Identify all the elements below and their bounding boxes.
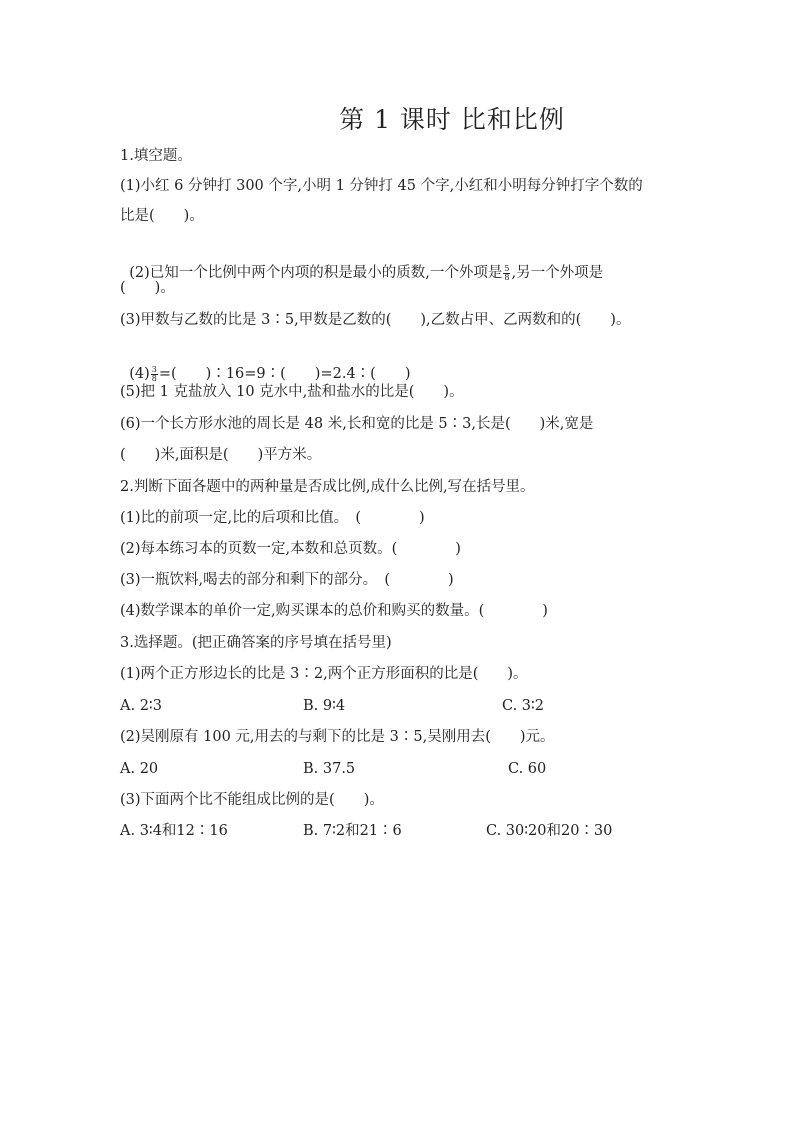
q3-1: (1)两个正方形边长的比是 3∶2,两个正方形面积的比是( )。 xyxy=(120,666,528,682)
q1-5: (5)把 1 克盐放入 10 克水中,盐和盐水的比是( )。 xyxy=(120,384,464,400)
q1-4 xyxy=(120,344,411,384)
fraction-5-8 xyxy=(503,265,510,282)
q1-6-line-2: ( )米,面积是( )平方米。 xyxy=(120,447,322,463)
q3-2-option-c: C. 60 xyxy=(508,761,547,777)
q2-4: (4)数学课本的单价一定,购买课本的总价和购买的数量。( ) xyxy=(120,603,548,619)
q2-2: (2)每本练习本的页数一定,本数和总页数。( ) xyxy=(120,541,461,557)
q1-1-line-1: (1)小红 6 分钟打 300 个字,小明 1 分钟打 45 个字,小红和小明每分钟打字个数的 xyxy=(120,178,643,194)
q3-1-option-c: C. 3∶2 xyxy=(502,698,545,714)
q3-3-option-b: B. 7∶2和21∶6 xyxy=(303,823,402,839)
q1-3: (3)甲数与乙数的比是 3∶5,甲数是乙数的( ),乙数占甲、乙两数和的( )。 xyxy=(120,312,631,328)
q3-1-option-b: B. 9∶4 xyxy=(303,698,346,714)
q2-1: (1)比的前项一定,比的后项和比值。 ( ) xyxy=(120,510,425,526)
q3-3: (3)下面两个比不能组成比例的是( )。 xyxy=(120,792,384,808)
page-title: 第 1 课时 比和比例 xyxy=(339,105,565,134)
section-1-heading: 1.填空题。 xyxy=(120,148,192,164)
fraction-denominator: 8 xyxy=(151,373,157,383)
section-2-heading: 2.判断下面各题中的两种量是否成比例,成什么比例,写在括号里。 xyxy=(120,479,535,495)
q3-2-option-a: A. 20 xyxy=(120,761,159,777)
q3-2: (2)吴刚原有 100 元,用去的与剩下的比是 3∶5,吴刚用去( )元。 xyxy=(120,729,555,745)
q2-3: (3)一瓶饮料,喝去的部分和剩下的部分。 ( ) xyxy=(120,572,454,588)
q3-3-option-a: A. 3∶4和12∶16 xyxy=(120,823,228,839)
q1-4-text: =( )∶16=9∶( )=2.4∶( ) xyxy=(158,366,411,382)
fraction-numerator: 3 xyxy=(151,364,157,374)
fraction-numerator: 5 xyxy=(504,263,510,273)
q1-2-line-2: ( )。 xyxy=(120,280,175,296)
q3-2-option-b: B. 37.5 xyxy=(303,761,356,777)
q1-4-label: (4) xyxy=(129,366,150,382)
section-3-heading: 3.选择题。(把正确答案的序号填在括号里) xyxy=(120,635,392,651)
q1-2-text-pre: (2)已知一个比例中两个内项的积是最小的质数,一个外项是 xyxy=(129,265,503,281)
fraction-denominator: 8 xyxy=(504,272,510,282)
q1-6-line-1: (6)一个长方形水池的周长是 48 米,长和宽的比是 5∶3,长是( )米,宽是 xyxy=(120,416,594,432)
q3-1-option-a: A. 2∶3 xyxy=(120,698,162,714)
fraction-3-8 xyxy=(151,366,158,383)
q3-3-option-c: C. 30∶20和20∶30 xyxy=(486,823,613,839)
q1-2-line-1 xyxy=(120,243,603,283)
q1-1-line-2: 比是( )。 xyxy=(120,208,204,224)
q1-2-text-post: ,另一个外项是 xyxy=(511,265,604,281)
